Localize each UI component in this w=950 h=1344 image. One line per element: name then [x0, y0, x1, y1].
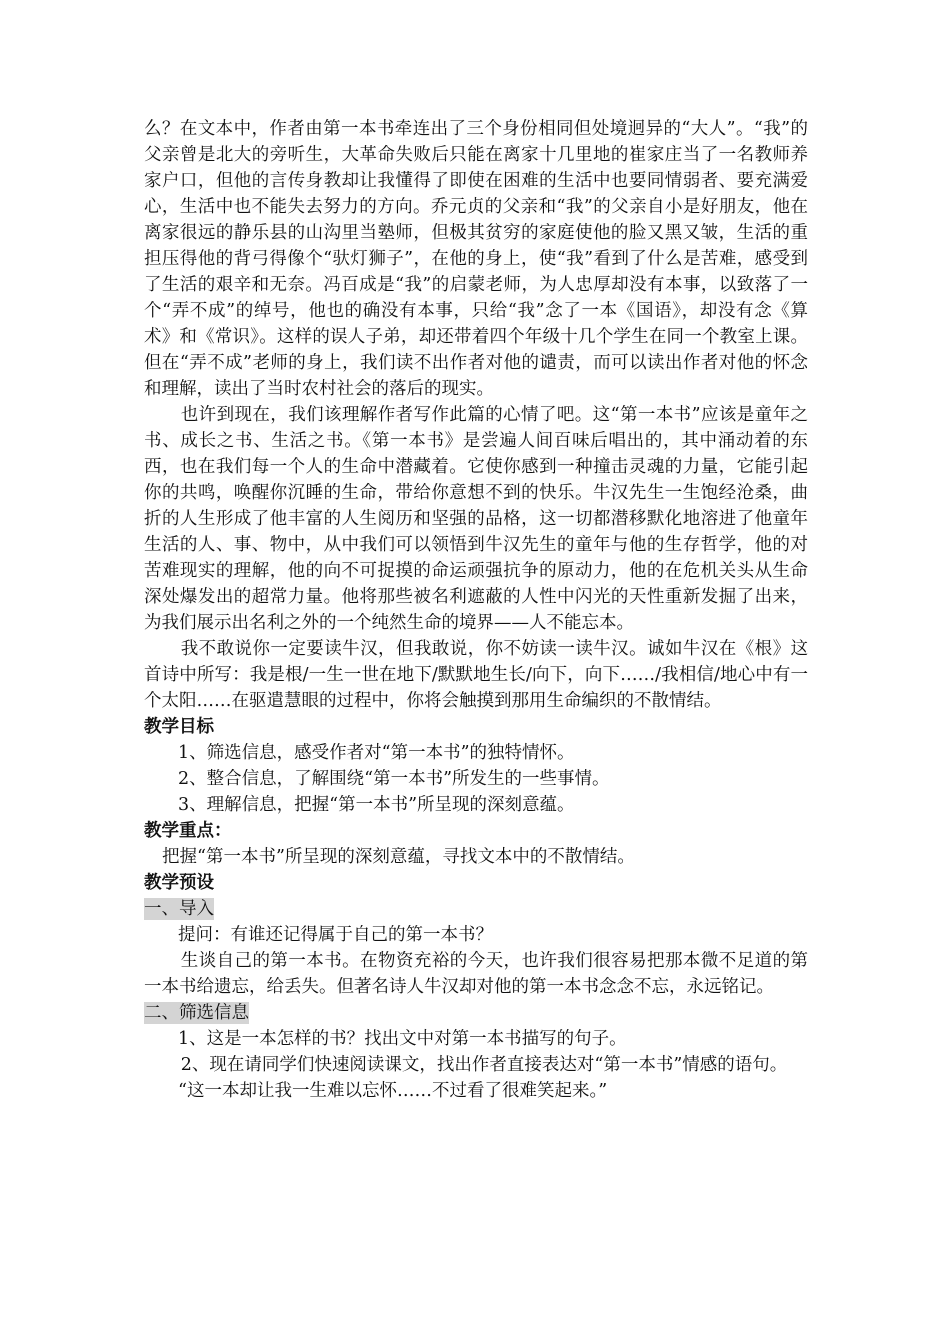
section-2-item-2: 2、现在请同学们快速阅读课文，找出作者直接表达对“第一本书”情感的语句。 — [180, 1055, 788, 1075]
body-paragraph-1: 么？在文本中，作者由第一本书牵连出了三个身份相同但处境迥异的“大人”。“我”的父亲曾是北大的旁听生，大革命失败后只能在离家十几里地的崔家庄当了一名教师养家户口，但他的言传身教却让我懂得了即使在困难的生活中也要同情弱者、要充满爱心，生活中也不能失去努力的方向。乔元贞的父亲和“我”的父亲自小是好朋友，他在离家很远的静乐县的山沟里当塾师，但极其贫穷的家庭使他的脸又黑又皱，生活的重担压得他的背弓得像个“驮灯狮子”，在他的身上，使“我”看到了什么是苦难，感受到了生活的艰辛和无奈。冯百成是“我”的启蒙老师，为人忠厚却没有本事，以致落了一个“弄不成”的绰号，他也的确没有本事，只给“我”念了一本《国语》，却没有念《算术》和《常识》。这样的误人子弟，却还带着四个年级十几个学生在同一个教室上课。但在“弄不成”老师的身上，我们读不出作者对他的谴责，而可以读出作者对他的怀念和理解，读出了当时农村社会的落后的现实。 — [144, 119, 808, 399]
key-points-text: 把握“第一本书”所呈现的深刻意蕴，寻找文本中的不散情结。 — [162, 847, 635, 867]
section-1-title: 一、导入 — [144, 899, 214, 919]
section-1-text: 生谈自己的第一本书。在物资充裕的今天，也许我们很容易把那本微不足道的第一本书给遗忘，给丢失。但著名诗人牛汉却对他的第一本书念念不忘，永远铭记。 — [144, 951, 808, 997]
teaching-goals-heading: 教学目标 — [144, 717, 214, 737]
key-points-heading: 教学重点： — [144, 821, 232, 841]
section-2-quote: “这一本却让我一生难以忘怀……不过看了很难笑起来。” — [178, 1081, 608, 1101]
section-2-title-row — [144, 1000, 808, 1026]
section-1-question: 提问：有谁还记得属于自己的第一本书？ — [178, 925, 493, 945]
document-page — [144, 116, 808, 1104]
goal-item-2: 2、整合信息，了解围绕“第一本书”所发生的一些事情。 — [178, 769, 610, 789]
goal-item-1: 1、筛选信息，感受作者对“第一本书”的独特情怀。 — [178, 743, 575, 763]
section-1-title-row — [144, 896, 808, 922]
section-2-title: 二、筛选信息 — [144, 1003, 249, 1023]
body-paragraph-3: 我不敢说你一定要读牛汉，但我敢说，你不妨读一读牛汉。诚如牛汉在《根》这首诗中所写：我是根/一生一世在地下/默默地生长/向下，向下……/我相信/地心中有一个太阳……在驱遣慧眼的过程中，你将会触摸到那用生命编织的不散情结。 — [144, 639, 808, 711]
goal-item-3: 3、理解信息，把握“第一本书”所呈现的深刻意蕴。 — [178, 795, 575, 815]
body-paragraph-2: 也许到现在，我们该理解作者写作此篇的心情了吧。这“第一本书”应该是童年之书、成长之书、生活之书。《第一本书》是尝遍人间百味后唱出的，其中涌动着的东西，也在我们每一个人的生命中潜藏着。它使你感到一种撞击灵魂的力量，它能引起你的共鸣，唤醒你沉睡的生命，带给你意想不到的快乐。牛汉先生一生饱经沧桑，曲折的人生形成了他丰富的人生阅历和坚强的品格，这一切都潜移默化地溶进了他童年生活的人、事、物中，从中我们可以领悟到牛汉先生的童年与他的生存哲学，他的对苦难现实的理解，他的向不可捉摸的命运顽强抗争的原动力，他的在危机关头从生命深处爆发出的超常力量。他将那些被名利遮蔽的人性中闪光的天性重新发掘了出来，为我们展示出名利之外的一个纯然生命的境界——人不能忘本。 — [144, 405, 808, 633]
section-2-item-1: 1、这是一本怎样的书？找出文中对第一本书描写的句子。 — [178, 1029, 627, 1049]
teaching-presets-heading: 教学预设 — [144, 873, 214, 893]
